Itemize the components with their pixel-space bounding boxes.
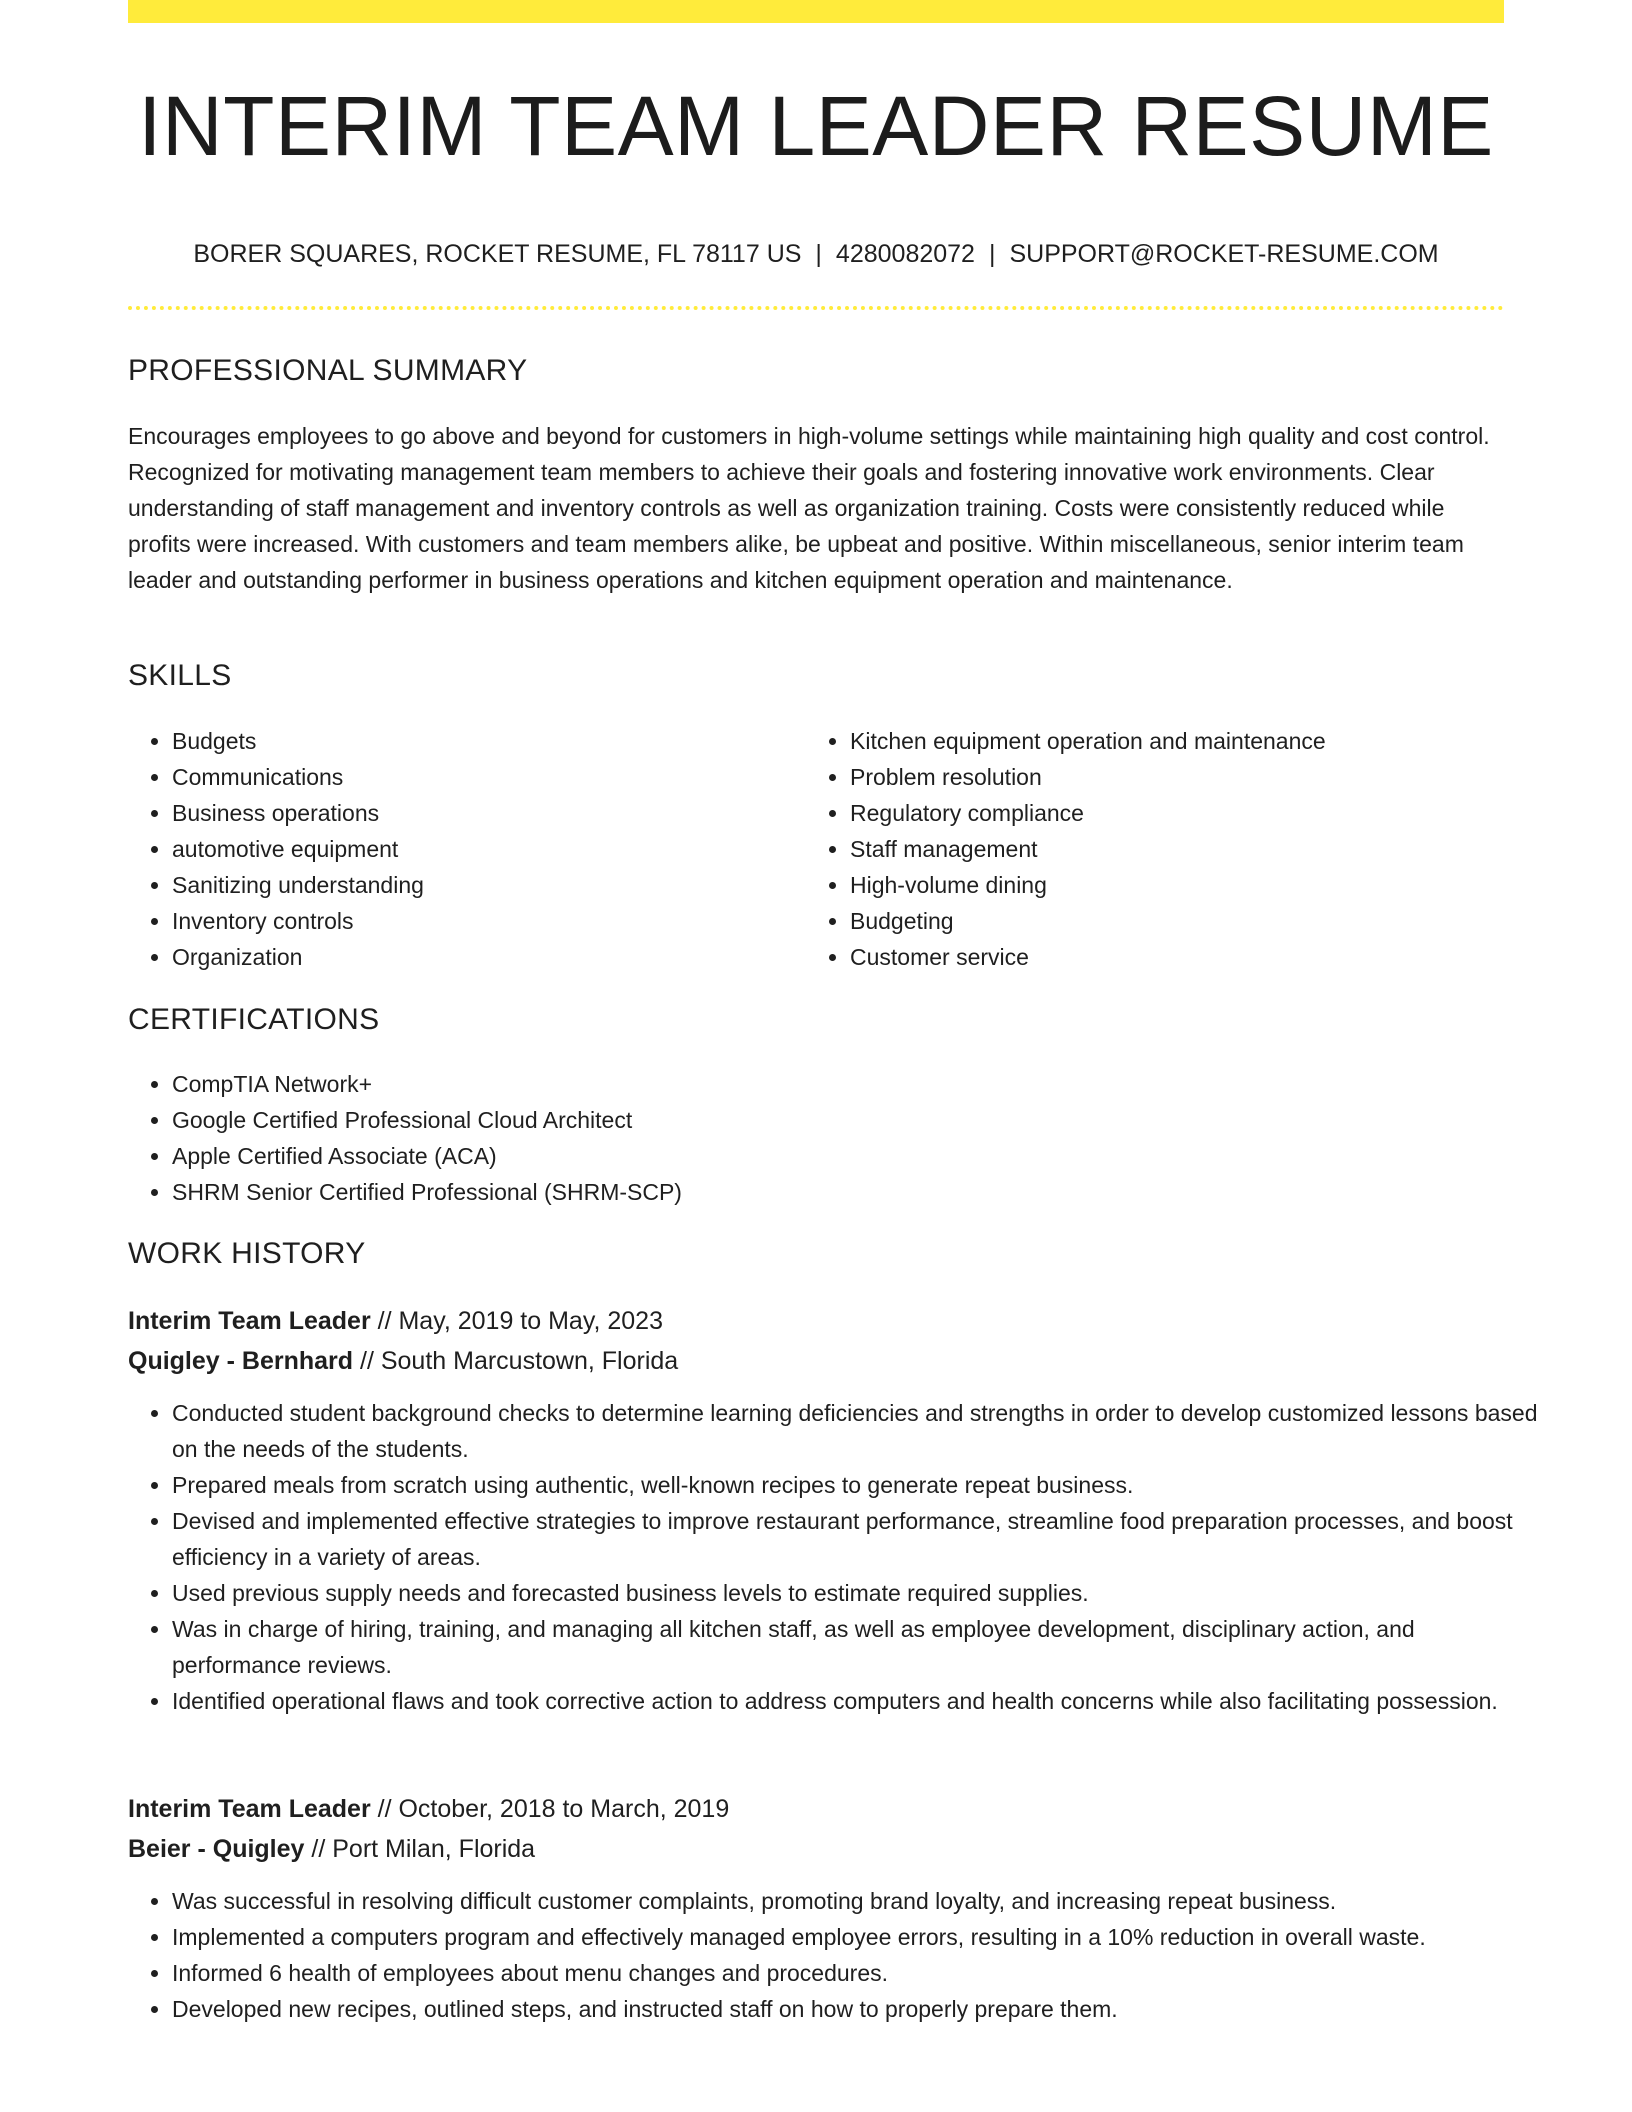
top-accent-bar [128,0,1504,23]
job-company-line [128,1341,678,1381]
job-bullet: • Identified operational flaws and took corrective action to address computers and health concerns while also facilitating possession. [172,1683,1548,1719]
skills-list-right [806,723,1500,975]
skill-item: • Kitchen equipment operation and maintenance [850,723,1500,759]
job-location: // Port Milan, Florida [311,1835,536,1863]
job-bullet: • Implemented a computers program and effectively managed employee errors, resulting in a 10% reduction in overall waste. [172,1919,1548,1955]
job-title: Interim Team Leader [128,1307,371,1335]
job-bullets [128,1883,1548,2027]
skill-item: • Business operations [172,795,792,831]
contact-separator: | [988,240,996,268]
job-location: // South Marcustown, Florida [360,1347,679,1375]
skill-item: • Budgeting [850,903,1500,939]
job-bullets [128,1395,1548,1719]
job-bullet: • Conducted student background checks to determine learning deficiencies and strengths in order to develop customized lessons based on the needs of the students. [172,1395,1548,1467]
skill-item: • Problem resolution [850,759,1500,795]
job-bullet: • Prepared meals from scratch using authentic, well-known recipes to generate repeat business. [172,1467,1548,1503]
job-dates: // October, 2018 to March, 2019 [377,1795,730,1823]
page-title: INTERIM TEAM LEADER RESUME [138,79,1494,173]
skill-item: • Inventory controls [172,903,792,939]
skill-item: • High-volume dining [850,867,1500,903]
dotted-divider [128,306,1504,310]
job-bullet: • Developed new recipes, outlined steps, and instructed staff on how to properly prepare them. [172,1991,1548,2027]
skill-item: • Organization [172,939,792,975]
skill-item: • Sanitizing understanding [172,867,792,903]
job-title: Interim Team Leader [128,1795,371,1823]
summary-text: Encourages employees to go above and beyond for customers in high-volume settings while maintaining high quality and cost control. Recognized for motivating management team members to achieve their goals and fostering innovative work environments. Clear understanding of staff management and inventory controls as well as organization training. Costs were consistently reduced while profits were increased. With customers and team members alike, be upbeat and positive. Within miscellaneous, senior interim team leader and outstanding performer in business operations and kitchen equipment operation and maintenance. [128,423,1490,593]
skill-item: • Customer service [850,939,1500,975]
work-history-heading: WORK HISTORY [128,1237,366,1270]
job-company-line [128,1829,535,1869]
skill-item: • Communications [172,759,792,795]
job-bullet: • Was in charge of hiring, training, and managing all kitchen staff, as well as employee development, disciplinary action, and performance reviews. [172,1611,1548,1683]
certification-item: • SHRM Senior Certified Professional (SHRM-SCP) [172,1174,1472,1210]
skills-heading: SKILLS [128,659,232,692]
job-company: Quigley - Bernhard [128,1347,354,1375]
skill-item: • Staff management [850,831,1500,867]
contact-email: SUPPORT@ROCKET-RESUME.COM [1009,240,1439,268]
job-bullet: • Informed 6 health of employees about menu changes and procedures. [172,1955,1548,1991]
contact-phone: 4280082072 [835,240,975,268]
job-bullet: • Used previous supply needs and forecasted business levels to estimate required supplies. [172,1575,1548,1611]
skill-item: • automotive equipment [172,831,792,867]
job-dates: // May, 2019 to May, 2023 [377,1307,663,1335]
certification-item: • Google Certified Professional Cloud Architect [172,1102,1472,1138]
certification-item: • Apple Certified Associate (ACA) [172,1138,1472,1174]
certifications-list [128,1066,1472,1210]
contact-address: BORER SQUARES, ROCKET RESUME, FL 78117 US [193,240,802,268]
job-company: Beier - Quigley [128,1835,305,1863]
job-bullet: • Was successful in resolving difficult customer complaints, promoting brand loyalty, and increasing repeat business. [172,1883,1548,1919]
skill-item: • Budgets [172,723,792,759]
certifications-heading: CERTIFICATIONS [128,1003,380,1036]
contact-line [128,240,1504,269]
certification-item: • CompTIA Network+ [172,1066,1472,1102]
summary-heading: PROFESSIONAL SUMMARY [128,354,528,387]
job-title-line [128,1301,663,1341]
skill-item: • Regulatory compliance [850,795,1500,831]
skills-list-left [128,723,792,975]
job-bullet: • Devised and implemented effective strategies to improve restaurant performance, streamline food preparation processes, and boost efficiency in a variety of areas. [172,1503,1548,1575]
contact-separator: | [815,240,822,268]
job-title-line [128,1789,729,1829]
